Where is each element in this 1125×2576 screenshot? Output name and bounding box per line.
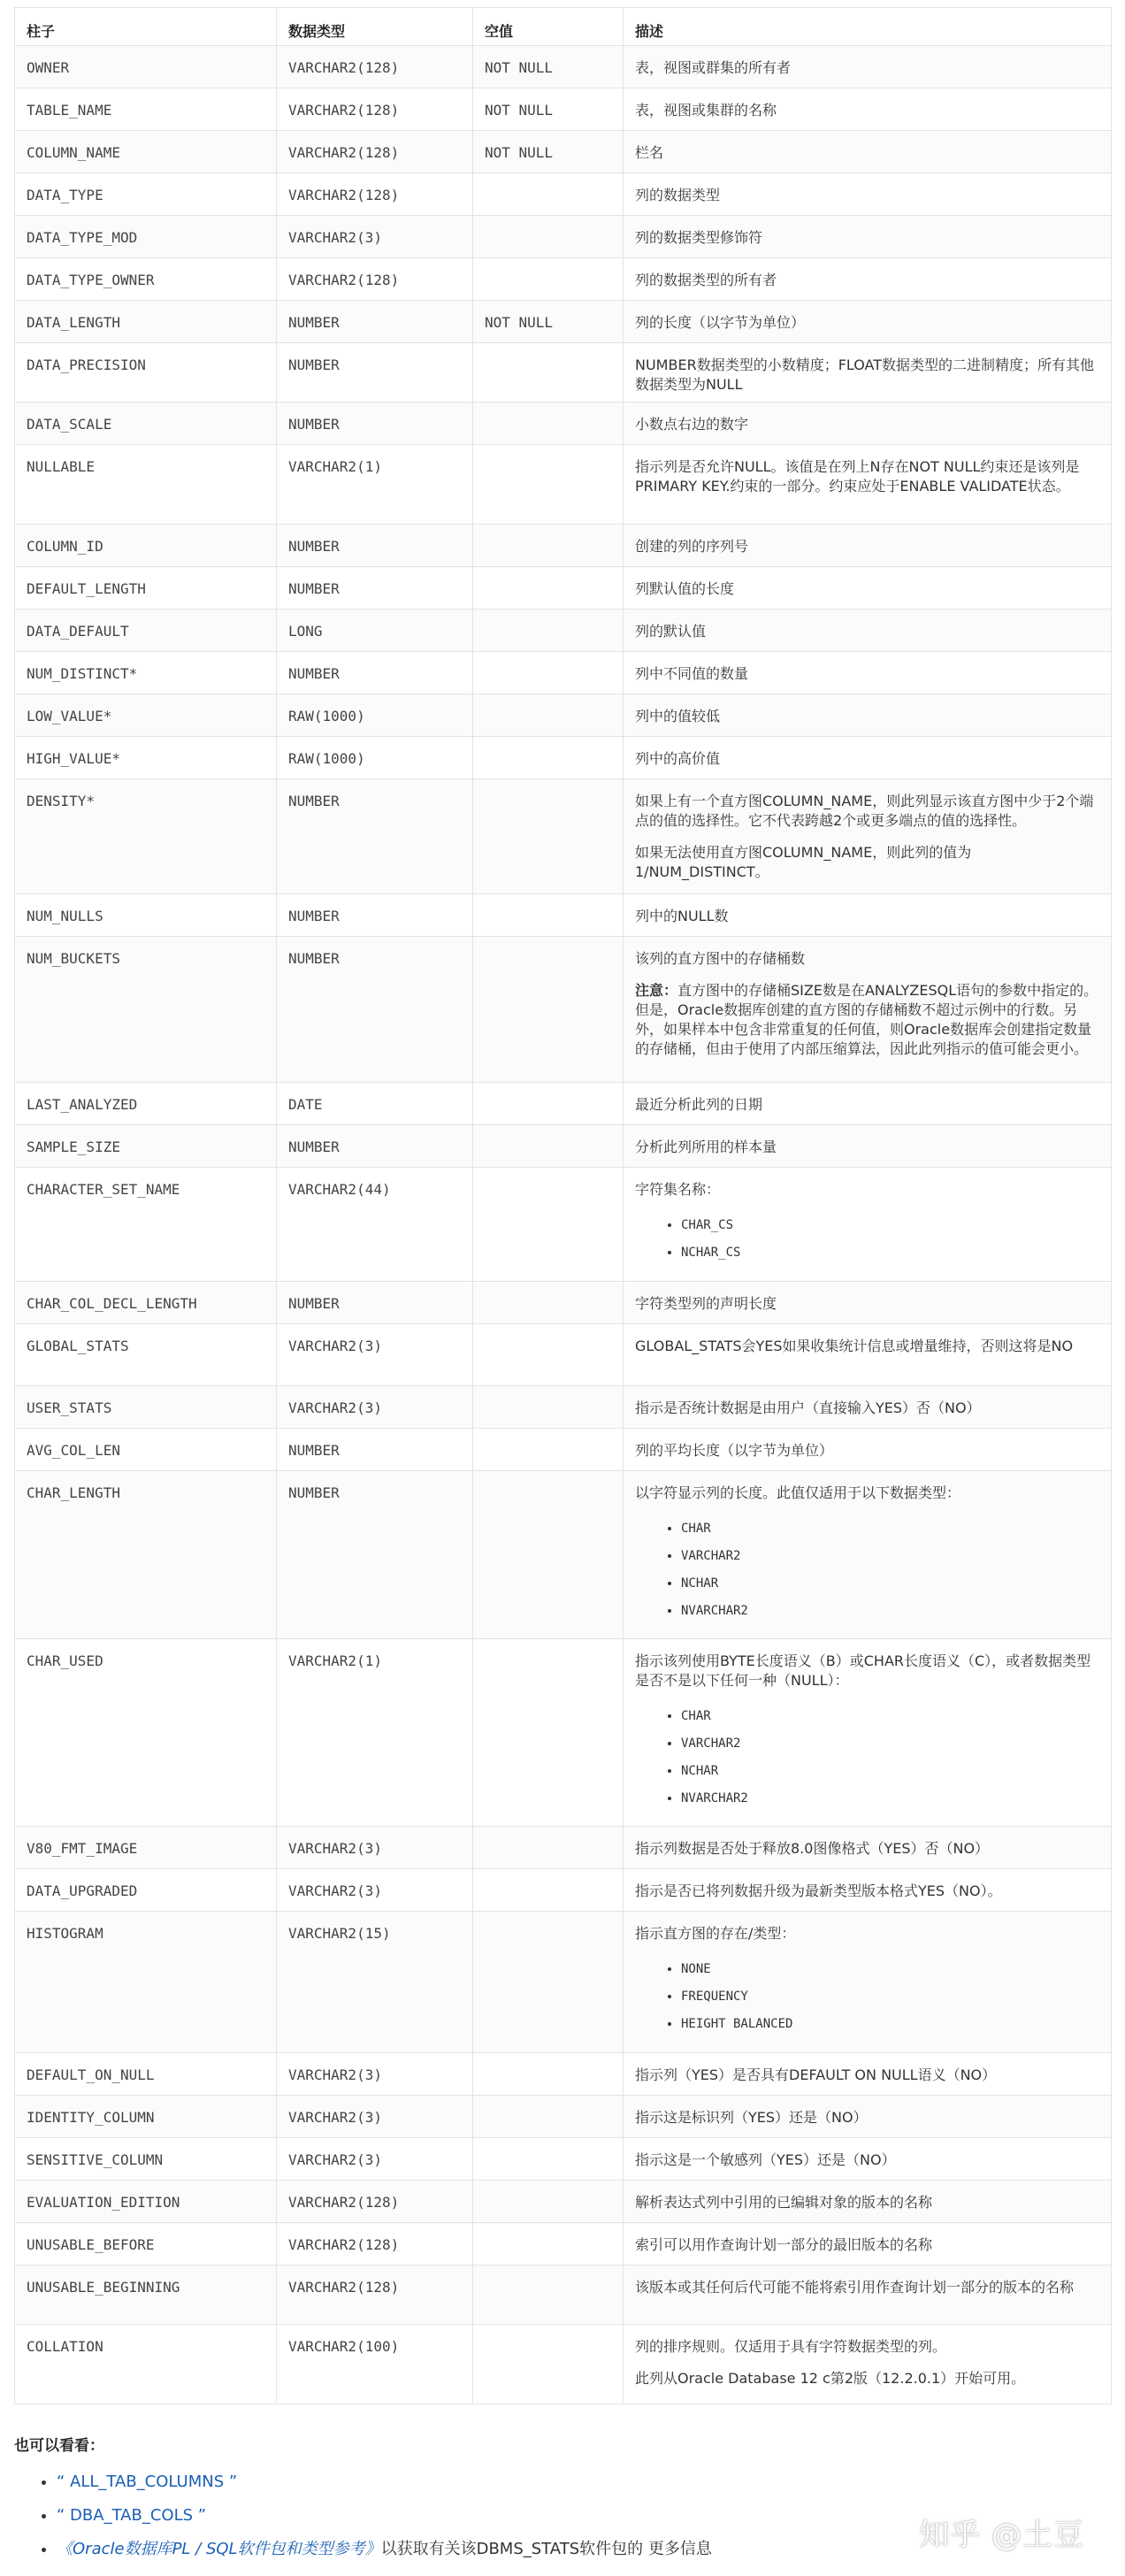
null-cell	[473, 2053, 624, 2096]
table-row	[15, 216, 1112, 258]
column-name-cell: DEFAULT_ON_NULL	[15, 2053, 277, 2096]
null-cell	[473, 2266, 624, 2325]
column-name-cell: COLUMN_NAME	[15, 131, 277, 173]
column-name-cell: UNUSABLE_BEFORE	[15, 2223, 277, 2266]
column-name-cell: OWNER	[15, 46, 277, 88]
table-row	[15, 46, 1112, 88]
table-row	[15, 1083, 1112, 1125]
table-row	[15, 1429, 1112, 1471]
see-also-item-text: 以获取有关该DBMS_STATS软件包的 更多信息	[380, 2540, 712, 2558]
column-name-cell: DATA_UPGRADED	[15, 1869, 277, 1912]
description-text: 指示直方图的存在/类型：	[635, 1925, 796, 1942]
column-name-cell: USER_STATS	[15, 1386, 277, 1429]
value-list-item: • HEIGHT BALANCED	[681, 2011, 1099, 2038]
value-list-item: • CHAR	[681, 1703, 1099, 1730]
null-cell	[473, 2138, 624, 2181]
description-cell	[624, 301, 1112, 343]
null-cell	[473, 652, 624, 694]
datatype-cell: NUMBER	[277, 343, 473, 402]
column-name-cell: CHAR_USED	[15, 1639, 277, 1827]
description-cell	[624, 567, 1112, 610]
description-text: 最近分析此列的日期	[635, 1096, 763, 1113]
column-name-cell: EVALUATION_EDITION	[15, 2181, 277, 2223]
description-cell	[624, 779, 1112, 894]
datatype-cell: VARCHAR2(128)	[277, 173, 473, 216]
description-cell	[624, 2181, 1112, 2223]
null-cell	[473, 894, 624, 937]
description-cell	[624, 2223, 1112, 2266]
table-row	[15, 1282, 1112, 1324]
description-cell	[624, 1827, 1112, 1869]
datatype-cell: VARCHAR2(128)	[277, 131, 473, 173]
datatype-cell: LONG	[277, 610, 473, 652]
datatype-cell: NUMBER	[277, 1125, 473, 1168]
column-name-cell: V80_FMT_IMAGE	[15, 1827, 277, 1869]
column-name-cell: LAST_ANALYZED	[15, 1083, 277, 1125]
datatype-cell: DATE	[277, 1083, 473, 1125]
columns-table	[14, 7, 1112, 2404]
value-list-item: • VARCHAR2	[681, 1730, 1099, 1758]
see-also-title: 也可以看看：	[14, 2437, 104, 2455]
null-cell	[473, 1429, 624, 1471]
table-row	[15, 779, 1112, 894]
description-cell	[624, 216, 1112, 258]
column-name-cell: DATA_TYPE_OWNER	[15, 258, 277, 301]
link-plsql-reference[interactable]: 《Oracle数据库PL / SQL软件包和类型参考》	[57, 2540, 381, 2558]
datatype-cell: VARCHAR2(1)	[277, 445, 473, 525]
table-row	[15, 2053, 1112, 2096]
table-row	[15, 2138, 1112, 2181]
description-text: 如果上有一个直方图COLUMN_NAME，则此列显示该直方图中少于2个端点的值的选择性。它不代表跨越2个或更多端点的值的选择性。	[635, 793, 1094, 829]
null-cell	[473, 1125, 624, 1168]
description-text: 栏名	[635, 144, 664, 161]
null-cell	[473, 1827, 624, 1869]
datatype-cell: VARCHAR2(128)	[277, 2223, 473, 2266]
null-cell	[473, 173, 624, 216]
description-cell	[624, 737, 1112, 779]
null-cell	[473, 1386, 624, 1429]
datatype-cell: VARCHAR2(15)	[277, 1912, 473, 2053]
description-text: 字符类型列的声明长度	[635, 1295, 777, 1312]
description-cell	[624, 1282, 1112, 1324]
datatype-cell: VARCHAR2(44)	[277, 1168, 473, 1282]
value-list	[635, 1515, 1099, 1625]
description-cell	[624, 258, 1112, 301]
description-cell	[624, 343, 1112, 402]
column-name-cell: DATA_TYPE	[15, 173, 277, 216]
description-cell	[624, 1083, 1112, 1125]
table-row	[15, 1869, 1112, 1912]
null-cell	[473, 1324, 624, 1386]
column-name-cell: NUM_DISTINCT*	[15, 652, 277, 694]
description-cell	[624, 1168, 1112, 1282]
column-name-cell: DATA_DEFAULT	[15, 610, 277, 652]
table-row	[15, 445, 1112, 525]
description-text: 指示该列使用BYTE长度语义（B）或CHAR长度语义（C），或者数据类型是否不是以下任何一种（NULL）：	[635, 1652, 1091, 1689]
table-body	[15, 46, 1112, 2404]
datatype-cell: NUMBER	[277, 1429, 473, 1471]
description-text: 列的数据类型修饰符	[635, 229, 763, 246]
datatype-cell: VARCHAR2(3)	[277, 1324, 473, 1386]
description-text-extra: 此列从Oracle Database 12 c第2版（12.2.0.1）开始可用。	[635, 2370, 1026, 2387]
description-cell	[624, 1125, 1112, 1168]
description-cell	[624, 2138, 1112, 2181]
header-datatype: 数据类型	[277, 8, 473, 46]
value-list-item: • NCHAR	[681, 1570, 1099, 1598]
table-row	[15, 2181, 1112, 2223]
description-text: 解析表达式列中引用的已编辑对象的版本的名称	[635, 2194, 933, 2211]
column-name-cell: NUM_BUCKETS	[15, 937, 277, 1083]
table-row	[15, 131, 1112, 173]
table-header-row	[15, 8, 1112, 46]
table-row	[15, 610, 1112, 652]
null-cell	[473, 567, 624, 610]
description-cell	[624, 525, 1112, 567]
column-name-cell: DATA_PRECISION	[15, 343, 277, 402]
datatype-cell: VARCHAR2(128)	[277, 88, 473, 131]
table-row	[15, 173, 1112, 216]
table-row	[15, 1386, 1112, 1429]
datatype-cell: NUMBER	[277, 937, 473, 1083]
description-text: 分析此列所用的样本量	[635, 1138, 777, 1155]
column-name-cell: UNUSABLE_BEGINNING	[15, 2266, 277, 2325]
note-body: 直方图中的存储桶SIZE数是在ANALYZESQL语句的参数中指定的。但是，Oracle数据库创建的直方图的存储桶数不超过示例中的行数。另外，如果样本中包含非常重复的任何值，则Oracle数据库会创建指定数量的存储桶，但由于使用了内部压缩算法，因此此列指示的值可能会更小。	[635, 982, 1098, 1057]
description-text: 该列的直方图中的存储桶数	[635, 950, 806, 967]
column-name-cell: DEFAULT_LENGTH	[15, 567, 277, 610]
column-name-cell: COLUMN_ID	[15, 525, 277, 567]
description-text-extra: 如果无法使用直方图COLUMN_NAME，则此列的值为1/NUM_DISTINCT。	[635, 844, 972, 880]
description-text: NUMBER数据类型的小数精度；FLOAT数据类型的二进制精度；所有其他数据类型为NULL	[635, 356, 1095, 393]
null-cell	[473, 610, 624, 652]
description-cell	[624, 402, 1112, 445]
value-list-item: • FREQUENCY	[681, 1983, 1099, 2011]
header-null: 空值	[473, 8, 624, 46]
table-row	[15, 2325, 1112, 2404]
description-cell	[624, 1912, 1112, 2053]
description-text: 表，视图或集群的名称	[635, 102, 777, 119]
description-cell	[624, 1386, 1112, 1429]
description-cell	[624, 1324, 1112, 1386]
datatype-cell: NUMBER	[277, 652, 473, 694]
column-name-cell: SENSITIVE_COLUMN	[15, 2138, 277, 2181]
table-row	[15, 1168, 1112, 1282]
null-cell	[473, 1168, 624, 1282]
header-column: 柱子	[15, 8, 277, 46]
column-name-cell: NULLABLE	[15, 445, 277, 525]
datatype-cell: NUMBER	[277, 402, 473, 445]
value-list-item: • VARCHAR2	[681, 1543, 1099, 1570]
value-list-item: • NCHAR_CS	[681, 1239, 1099, 1267]
description-cell	[624, 173, 1112, 216]
table-row	[15, 2266, 1112, 2325]
table-row	[15, 1912, 1112, 2053]
description-text: 列中不同值的数量	[635, 665, 749, 682]
table-row	[15, 737, 1112, 779]
column-name-cell: SAMPLE_SIZE	[15, 1125, 277, 1168]
datatype-cell: VARCHAR2(128)	[277, 2266, 473, 2325]
datatype-cell: VARCHAR2(3)	[277, 2138, 473, 2181]
null-cell	[473, 445, 624, 525]
datatype-cell: NUMBER	[277, 525, 473, 567]
description-cell	[624, 1639, 1112, 1827]
table-row	[15, 1827, 1112, 1869]
column-name-cell: CHAR_LENGTH	[15, 1471, 277, 1639]
description-text: 列的数据类型	[635, 187, 721, 203]
column-name-cell: NUM_NULLS	[15, 894, 277, 937]
table-row	[15, 402, 1112, 445]
null-cell	[473, 1083, 624, 1125]
null-cell	[473, 1282, 624, 1324]
column-name-cell: DATA_LENGTH	[15, 301, 277, 343]
null-cell	[473, 402, 624, 445]
value-list-item: • NVARCHAR2	[681, 1785, 1099, 1813]
zhihu-watermark: 知乎 @土豆	[919, 2518, 1084, 2553]
see-also-item	[57, 2533, 712, 2566]
link-dba-tab-cols[interactable]: “ DBA_TAB_COLS ”	[57, 2506, 207, 2525]
datatype-cell: VARCHAR2(100)	[277, 2325, 473, 2404]
description-cell	[624, 652, 1112, 694]
table-row	[15, 894, 1112, 937]
description-text: 指示这是标识列（YES）还是（NO）	[635, 2109, 868, 2126]
null-cell	[473, 343, 624, 402]
column-name-cell: DATA_TYPE_MOD	[15, 216, 277, 258]
datatype-cell: VARCHAR2(3)	[277, 2053, 473, 2096]
datatype-cell: NUMBER	[277, 779, 473, 894]
column-name-cell: DATA_SCALE	[15, 402, 277, 445]
description-text: 指示列是否允许NULL。该值是在列上N存在NOT NULL约束还是该列是PRIMARY KEY.约束的一部分。约束应处于ENABLE VALIDATE状态。	[635, 458, 1080, 494]
value-list	[635, 1703, 1099, 1813]
null-cell	[473, 2325, 624, 2404]
description-cell	[624, 445, 1112, 525]
value-list-item: • NONE	[681, 1956, 1099, 1983]
datatype-cell: NUMBER	[277, 1282, 473, 1324]
datatype-cell: VARCHAR2(3)	[277, 1827, 473, 1869]
column-name-cell: COLLATION	[15, 2325, 277, 2404]
datatype-cell: VARCHAR2(128)	[277, 2181, 473, 2223]
null-cell: NOT NULL	[473, 46, 624, 88]
null-cell	[473, 937, 624, 1083]
description-text: 列的平均长度（以字节为单位）	[635, 1442, 834, 1459]
description-text: 列的排序规则。仅适用于具有字符数据类型的列。	[635, 2338, 947, 2355]
null-cell	[473, 694, 624, 737]
description-text: 以字符显示列的长度。此值仅适用于以下数据类型：	[635, 1484, 961, 1501]
null-cell	[473, 1912, 624, 2053]
description-cell	[624, 1471, 1112, 1639]
description-cell	[624, 2053, 1112, 2096]
description-text: 指示列数据是否处于释放8.0图像格式（YES）否（NO）	[635, 1840, 990, 1857]
table-row	[15, 343, 1112, 402]
table-row	[15, 88, 1112, 131]
column-name-cell: AVG_COL_LEN	[15, 1429, 277, 1471]
datatype-cell: VARCHAR2(3)	[277, 2096, 473, 2138]
description-cell	[624, 131, 1112, 173]
see-also-section	[14, 2433, 712, 2566]
description-text: 小数点右边的数字	[635, 416, 749, 433]
see-also-item	[57, 2465, 712, 2499]
description-text: 创建的列的序列号	[635, 538, 749, 555]
description-cell	[624, 46, 1112, 88]
description-text: 列的默认值	[635, 623, 707, 640]
table-row	[15, 1639, 1112, 1827]
datatype-cell: NUMBER	[277, 1471, 473, 1639]
description-text: 该版本或其任何后代可能不能将索引用作查询计划一部分的版本的名称	[635, 2279, 1075, 2296]
value-list-item: • NVARCHAR2	[681, 1598, 1099, 1625]
column-name-cell: LOW_VALUE*	[15, 694, 277, 737]
description-text: GLOBAL_STATS会YES如果收集统计信息或增量维持，否则这将是NO	[635, 1338, 1074, 1354]
description-cell	[624, 610, 1112, 652]
value-list-item: • CHAR	[681, 1515, 1099, 1543]
link-all-tab-columns[interactable]: “ ALL_TAB_COLUMNS ”	[57, 2472, 238, 2491]
column-name-cell: TABLE_NAME	[15, 88, 277, 131]
null-cell	[473, 2223, 624, 2266]
value-list	[635, 1956, 1099, 2038]
column-name-cell: CHARACTER_SET_NAME	[15, 1168, 277, 1282]
datatype-cell: VARCHAR2(128)	[277, 258, 473, 301]
value-list-item: • CHAR_CS	[681, 1212, 1099, 1239]
datatype-cell: VARCHAR2(3)	[277, 1386, 473, 1429]
datatype-cell: RAW(1000)	[277, 737, 473, 779]
see-also-list	[14, 2465, 712, 2566]
description-cell	[624, 1429, 1112, 1471]
description-cell	[624, 2096, 1112, 2138]
null-cell: NOT NULL	[473, 88, 624, 131]
table-row	[15, 694, 1112, 737]
table-row	[15, 258, 1112, 301]
table-row	[15, 525, 1112, 567]
table-row	[15, 1324, 1112, 1386]
datatype-cell: VARCHAR2(1)	[277, 1639, 473, 1827]
description-cell	[624, 894, 1112, 937]
table-row	[15, 937, 1112, 1083]
description-text: 列默认值的长度	[635, 580, 735, 597]
null-cell	[473, 2181, 624, 2223]
table-row	[15, 567, 1112, 610]
null-cell	[473, 1869, 624, 1912]
null-cell	[473, 1639, 624, 1827]
null-cell	[473, 525, 624, 567]
see-also-item	[57, 2499, 712, 2533]
null-cell	[473, 1471, 624, 1639]
datatype-cell: NUMBER	[277, 301, 473, 343]
table-row	[15, 2096, 1112, 2138]
column-name-cell: GLOBAL_STATS	[15, 1324, 277, 1386]
datatype-cell: VARCHAR2(3)	[277, 1869, 473, 1912]
table-row	[15, 652, 1112, 694]
description-text: 列中的高价值	[635, 750, 721, 767]
description-text: 指示这是一个敏感列（YES）还是（NO）	[635, 2151, 896, 2168]
null-cell	[473, 216, 624, 258]
null-cell	[473, 258, 624, 301]
null-cell	[473, 2096, 624, 2138]
description-cell	[624, 2266, 1112, 2325]
note-label: 注意：	[635, 982, 678, 999]
datatype-cell: NUMBER	[277, 894, 473, 937]
description-text: 列中的NULL数	[635, 908, 729, 924]
description-text: 表，视图或群集的所有者	[635, 59, 792, 76]
description-text: 指示列（YES）是否具有DEFAULT ON NULL语义（NO）	[635, 2066, 997, 2083]
null-cell	[473, 737, 624, 779]
description-text: 索引可以用作查询计划一部分的最旧版本的名称	[635, 2236, 933, 2253]
datatype-cell: VARCHAR2(3)	[277, 216, 473, 258]
table-row	[15, 1125, 1112, 1168]
null-cell: NOT NULL	[473, 131, 624, 173]
null-cell	[473, 779, 624, 894]
description-text: 指示是否统计数据是由用户（直接输入YES）否（NO）	[635, 1399, 981, 1416]
description-text: 列的长度（以字节为单位）	[635, 314, 806, 331]
column-name-cell: HISTOGRAM	[15, 1912, 277, 2053]
datatype-cell: NUMBER	[277, 567, 473, 610]
value-list-item: • NCHAR	[681, 1758, 1099, 1785]
description-cell	[624, 2325, 1112, 2404]
datatype-cell: VARCHAR2(128)	[277, 46, 473, 88]
note-text	[635, 981, 1099, 1059]
description-cell	[624, 937, 1112, 1083]
description-cell	[624, 88, 1112, 131]
table-row	[15, 1471, 1112, 1639]
column-name-cell: CHAR_COL_DECL_LENGTH	[15, 1282, 277, 1324]
table-row	[15, 2223, 1112, 2266]
description-text: 列中的值较低	[635, 708, 721, 724]
description-cell	[624, 1869, 1112, 1912]
header-description: 描述	[624, 8, 1112, 46]
datatype-cell: RAW(1000)	[277, 694, 473, 737]
column-name-cell: HIGH_VALUE*	[15, 737, 277, 779]
column-name-cell: DENSITY*	[15, 779, 277, 894]
description-text: 列的数据类型的所有者	[635, 272, 777, 288]
null-cell: NOT NULL	[473, 301, 624, 343]
description-text: 字符集名称：	[635, 1181, 721, 1198]
value-list	[635, 1212, 1099, 1267]
description-cell	[624, 694, 1112, 737]
table-row	[15, 301, 1112, 343]
column-name-cell: IDENTITY_COLUMN	[15, 2096, 277, 2138]
description-text: 指示是否已将列数据升级为最新类型版本格式YES（NO）。	[635, 1882, 1002, 1899]
